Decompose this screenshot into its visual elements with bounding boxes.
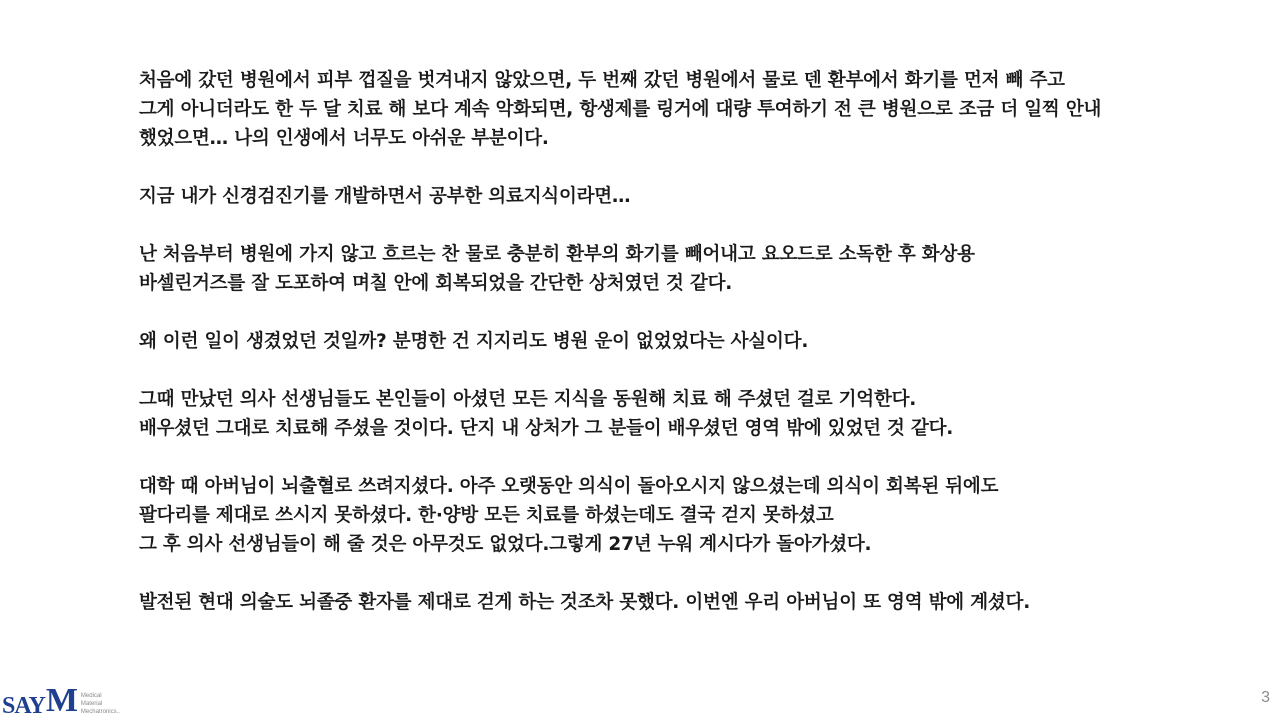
logo-tagline: [81, 692, 120, 718]
logo-tagline-line: Medical: [80, 693, 102, 699]
slide-body: [139, 66, 1239, 646]
paragraph: [139, 240, 1239, 298]
text-line: 발전된 현대 의술도 뇌졸중 환자를 제대로 걷게 하는 것조차 못했다. 이번엔 우리 아버님이 또 영역 밖에 계셨다.: [139, 592, 1031, 613]
text-line: 난 처음부터 병원에 가지 않고 흐르는 찬 물로 충분히 환부의 화기를 빼어내고 요오드로 소독한 후 화상용: [139, 244, 975, 265]
logo-tagline-line: Mechatronics..: [80, 709, 120, 715]
paragraph: [139, 66, 1239, 153]
text-line: 배우셨던 그대로 치료해 주셨을 것이다. 단지 내 상처가 그 분들이 배우셨던 영역 밖에 있었던 것 같다.: [139, 418, 954, 439]
text-line: 그 후 의사 선생님들이 해 줄 것은 아무것도 없었다.그렇게 27년 누워 계시다가 돌아가셨다.: [139, 534, 872, 555]
text-line: 처음에 갔던 병원에서 피부 껍질을 벗겨내지 않았으면, 두 번째 갔던 병원에서 물로 덴 환부에서 화기를 먼저 빼 주고: [139, 70, 1065, 91]
text-line: 바셀린거즈를 잘 도포하여 며칠 안에 회복되었을 간단한 상처였던 것 같다.: [139, 273, 733, 294]
text-line: 그게 아니더라도 한 두 달 치료 해 보다 계속 악화되면, 항생제를 링거에 대량 투여하기 전 큰 병원으로 조금 더 일찍 안내: [139, 99, 1102, 120]
text-line: 팔다리를 제대로 쓰시지 못하셨다. 한·양방 모든 치료를 하셨는데도 결국 걷지 못하셨고: [139, 505, 834, 526]
text-line: 지금 내가 신경검진기를 개발하면서 공부한 의료지식이라면…: [139, 186, 631, 207]
paragraph: [139, 182, 1239, 211]
paragraph: [139, 385, 1239, 443]
text-line: 했었으면… 나의 인생에서 너무도 아쉬운 부분이다.: [139, 128, 549, 149]
text-line: 왜 이런 일이 생겼었던 것일까? 분명한 건 지지리도 병원 운이 없었었다는 사실이다.: [139, 331, 809, 352]
paragraph: [139, 472, 1239, 559]
text-line: 그때 만났던 의사 선생님들도 본인들이 아셨던 모든 지식을 동원해 치료 해 주셨던 걸로 기억한다.: [139, 389, 917, 410]
logo-tagline-line: Material: [80, 701, 103, 707]
logo-wordmark: [2, 684, 78, 718]
logo-m-text: M: [45, 682, 78, 719]
text-line: 대학 때 아버님이 뇌출혈로 쓰려지셨다. 아주 오랫동안 의식이 돌아오시지 않으셨는데 의식이 회복된 뒤에도: [139, 476, 999, 497]
logo-say-text: SAY: [2, 693, 45, 719]
saym-logo: [2, 682, 120, 719]
page-number: 3: [1261, 689, 1270, 706]
paragraph: [139, 588, 1239, 617]
paragraph: [139, 327, 1239, 356]
